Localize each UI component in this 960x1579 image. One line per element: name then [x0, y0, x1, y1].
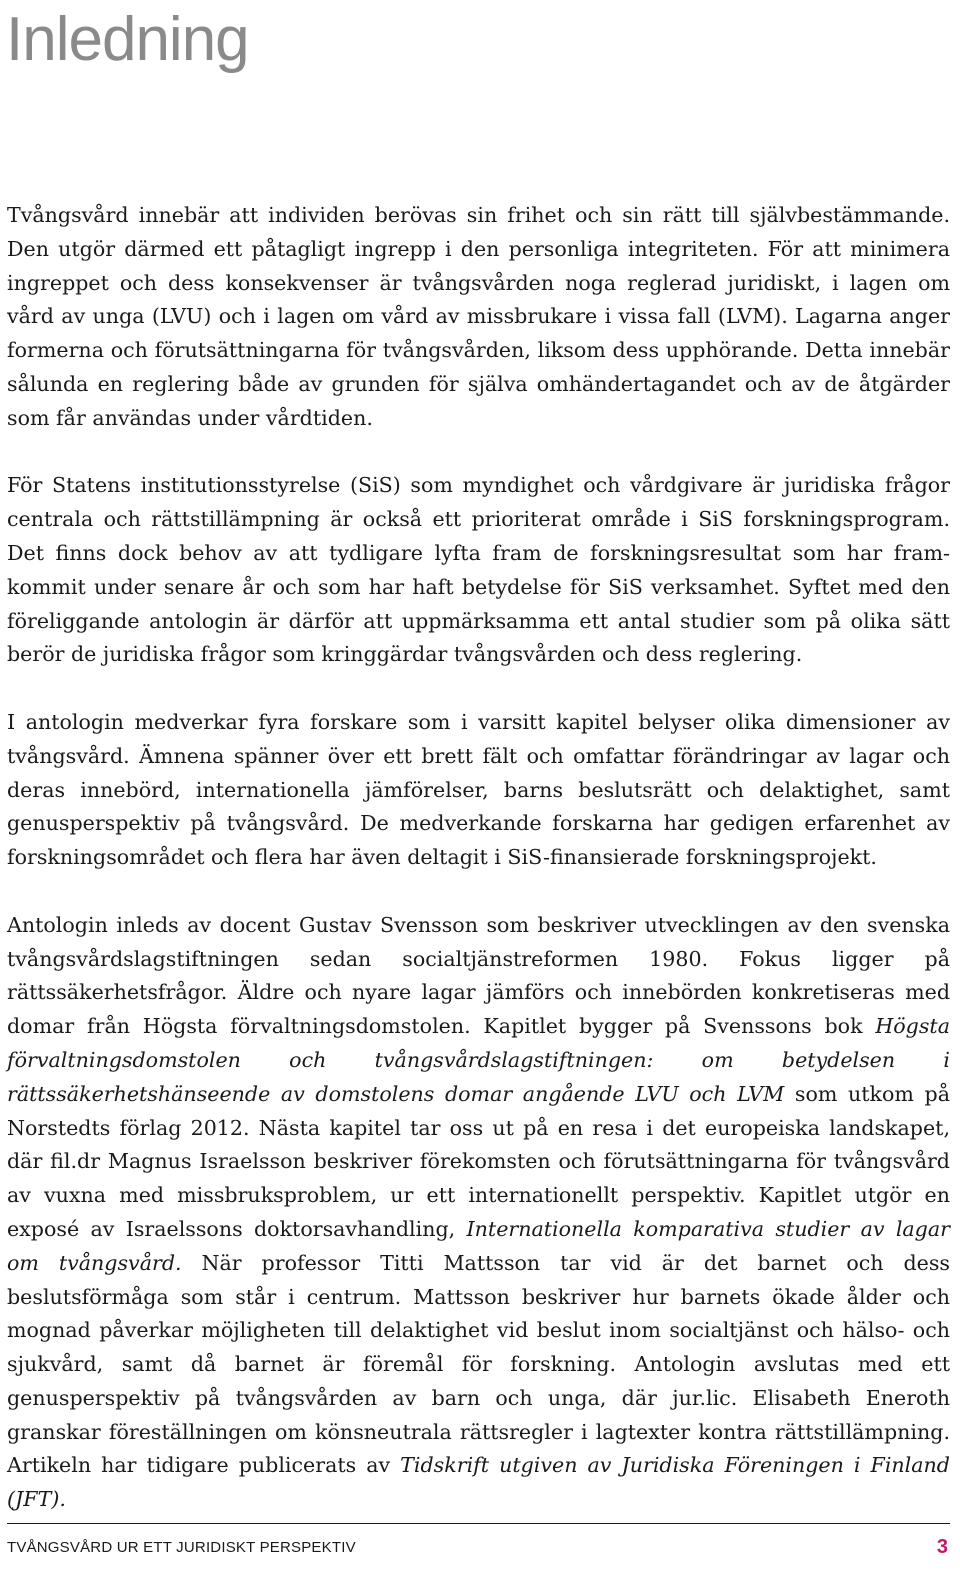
thesis-title-citation: Internationella komparativa studier av lagar om tvångsvård.: [7, 1216, 950, 1275]
page-title: Inledning: [6, 5, 249, 74]
paragraph-2: För Statens institutionsstyrelse (SiS) som myndighet och vårdgivare är juridiska frågor centrala och rättstillämpning är också ett prioriterat område i SiS forskningsprogram. Det finns dock behov av att tydligare lyfta fram de forskningsresultat som har framkommit under senare år och som har haft betydelse för SiS verksamhet. Syftet med den föreliggande antologin är därför att uppmärksamma ett antal studier som på olika sätt berör de juridiska frågor som kringgärdar tvångsvården och dess reglering.: [7, 473, 950, 667]
paragraph-1: Tvångsvård innebär att individen berövas sin frihet och sin rätt till självbestämmande. Den utgör därmed ett påtagligt ingrepp i den personliga integriteten. För att minimera ingreppet och dess konsekvenser är tvångsvården noga reglerad juridiskt, i lagen om vård av unga (LVU) och i lagen om vård av missbrukare i vissa fall (LVM). Lagarna anger formerna och förutsättningarna för tvångsvården, liksom dess upphörande. Detta innebär sålunda en reglering både av grunden för själva omhändertagandet och av de åtgärder som får användas under vårdtiden.: [7, 203, 950, 430]
paragraph-4-part-2: som utkom på Norstedts förlag 2012. Nästa kapitel tar oss ut på en resa i det europeiska landskapet, där fil.dr Magnus Israelsson beskriver förekomsten och förutsättningarna för tvångsvård av vuxna med missbruksproblem, ur ett internationellt perspektiv. Kapitlet utgör en exposé av Israelssons doktorsavhandling,: [7, 1081, 950, 1241]
body-text: [7, 199, 950, 1517]
paragraph-4: [7, 909, 950, 1517]
paragraph-4-part-1: Antologin inleds av docent Gustav Svensson som beskriver utvecklingen av den svenska tvångsvårdslagstiftningen sedan socialtjänstreformen 1980. Fokus ligger på rättssäkerhetsfrågor. Äldre och nyare lagar jämförs och innebörden konkretiseras med domar från Högsta förvaltningsdomstolen. Kapitlet bygger på Svenssons bok: [7, 912, 950, 1039]
book-title-citation: Högsta förvaltningsdomstolen och tvångsvårdslagstiftningen: om betydelsen i rättssäkerhetshänseende av domstolens domar angående LVU och LVM: [7, 1014, 950, 1106]
footer-book-title: TVÅNGSVÅRD UR ETT JURIDISKT PERSPEKTIV: [7, 1539, 356, 1556]
paragraph-3: I antologin medverkar fyra forskare som i varsitt kapitel belyser olika dimensioner av tvångsvård. Ämnena spänner över ett brett fält och omfattar förändringar av lagar och deras innebörd, internationella jämförelser, barns beslutsrätt och delaktighet, samt genusperspektiv på tvångsvård. De medverkande forskarna har gedigen erfarenhet av forskningsområdet och flera har även deltagit i SiS-finansierade forskningsprojekt.: [7, 709, 950, 870]
paragraph-4-part-3: När professor Titti Mattsson tar vid är det barnet och dess beslutsförmåga som står i centrum. Mattsson beskriver hur barnets ökade ålder och mognad påverkar möjligheten till delaktighet vid beslut inom socialtjänst och hälso- och sjukvård, samt då barnet är föremål för forskning. Antologin avslutas med ett genusperspektiv på tvångsvården av barn och unga, där jur.lic. Elisabeth Eneroth granskar föreställningen om könsneutrala rättsregler i lagtexter kontra rättstillämpning. Artikeln har tidigare publicerats av: [7, 1250, 950, 1478]
page-number: 3: [936, 1536, 948, 1558]
footer-divider: [7, 1523, 950, 1524]
journal-title-citation: Tidskrift utgiven av Juridiska Föreningen i Finland (JFT).: [7, 1453, 950, 1512]
